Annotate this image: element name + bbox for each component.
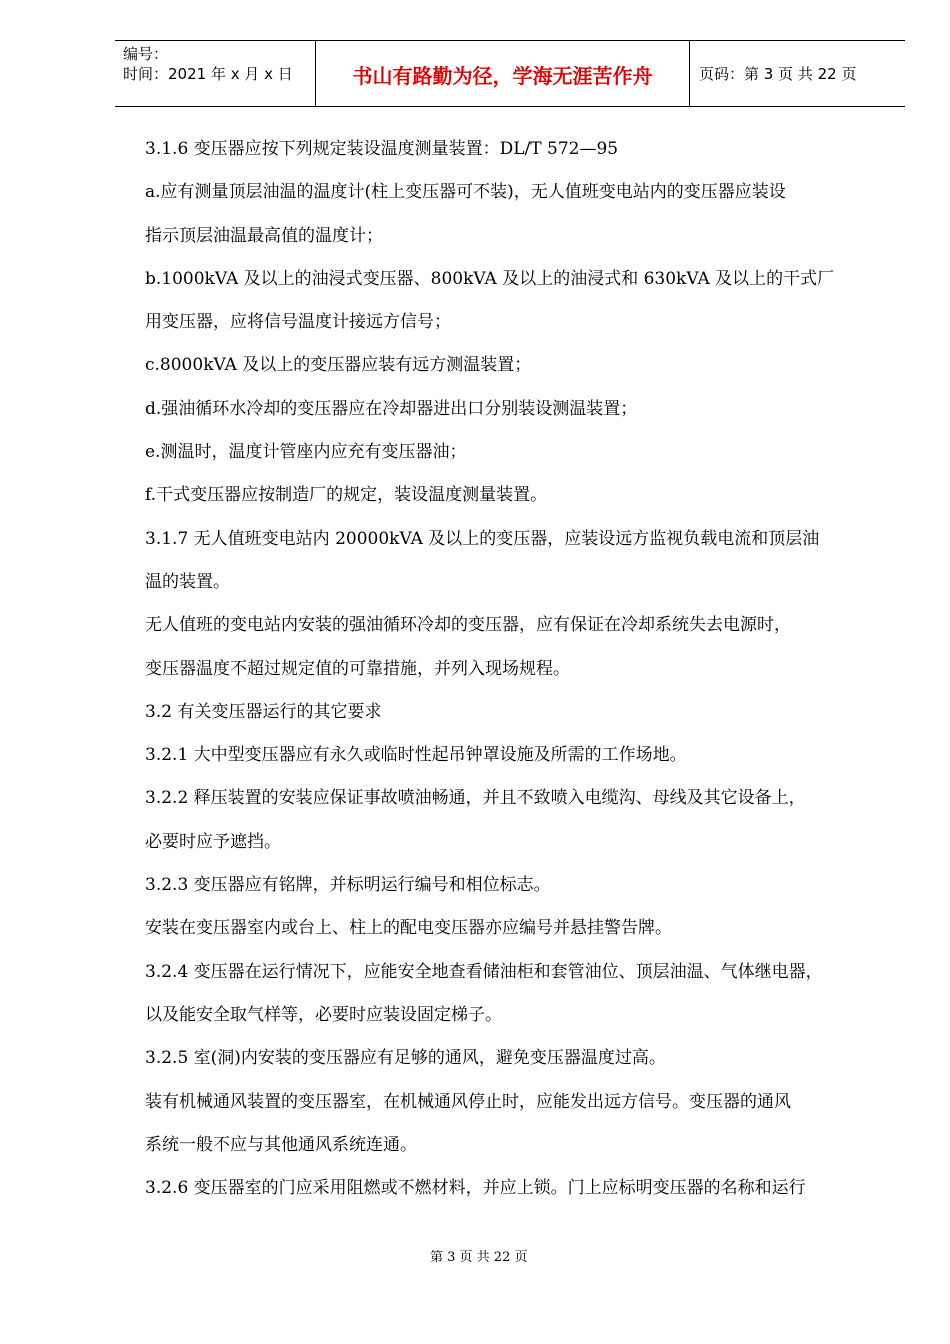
body-line: c.8000kVA 及以上的变压器应装有远方测温装置； (145, 355, 532, 376)
body-line: d.强油循环水冷却的变压器应在冷却器进出口分别装设测温装置； (145, 398, 638, 419)
body-line: 3.2.4 变压器在运行情况下，应能安全地查看储油柜和套管油位、顶层油温、气体继电器， (145, 961, 823, 982)
body-line: 装有机械通风装置的变压器室，在机械通风停止时，应能发出远方信号。变压器的通风 (145, 1091, 791, 1112)
document-number-label: 编号： (123, 45, 169, 63)
body-line: 3.2.3 变压器应有铭牌，并标明运行编号和相位标志。 (145, 875, 551, 896)
body-line: 3.2.2 释压装置的安装应保证事故喷油畅通，并且不致喷入电缆沟、母线及其它设备上， (145, 788, 806, 809)
body-line: e.测温时，温度计管座内应充有变压器油； (145, 442, 467, 463)
header-motto: 书山有路勤为径，学海无涯苦作舟 (316, 41, 690, 106)
body-line: 3.2.6 变压器室的门应采用阻燃或不燃材料，并应上锁。门上应标明变压器的名称和运行 (145, 1178, 806, 1199)
body-line: a.应有测量顶层油温的温度计(柱上变压器可不装)，无人值班变电站内的变压器应装设 (145, 182, 786, 203)
body-line: 3.2 有关变压器运行的其它要求 (145, 701, 382, 722)
body-line: 指示顶层油温最高值的温度计； (145, 225, 383, 246)
body-line: 3.2.1 大中型变压器应有永久或临时性起吊钟罩设施及所需的工作场地。 (145, 745, 687, 766)
body-line: 系统一般不应与其他通风系统连通。 (145, 1134, 417, 1155)
body-line: f.干式变压器应按制造厂的规定，装设温度测量装置。 (145, 485, 548, 506)
body-line: 变压器温度不超过规定值的可靠措施，并列入现场规程。 (145, 658, 570, 679)
body-line: 3.1.6 变压器应按下列规定装设温度测量装置：DL/T 572—95 (145, 139, 619, 159)
header-meta (115, 41, 316, 106)
body-line: 以及能安全取气样等，必要时应装设固定梯子。 (145, 1004, 502, 1025)
page-footer: 第 3 页 共 22 页 (430, 1250, 528, 1265)
body-line: 用变压器，应将信号温度计接远方信号； (145, 312, 451, 333)
document-body (145, 128, 895, 1210)
page-header (115, 40, 905, 107)
body-line: 温的装置。 (145, 571, 230, 592)
body-line: b.1000kVA 及以上的油浸式变压器、800kVA 及以上的油浸式和 630kVA 及以上的干式厂 (145, 268, 835, 289)
body-line: 3.1.7 无人值班变电站内 20000kVA 及以上的变压器，应装设远方监视负载电流和顶层油 (145, 528, 820, 549)
body-line: 安装在变压器室内或台上、柱上的配电变压器亦应编号并悬挂警告牌。 (145, 918, 672, 939)
header-page-info: 页码：第 3 页 共 22 页 (699, 65, 857, 83)
document-time: 时间：2021 年 x 月 x 日 (123, 65, 293, 83)
body-line: 无人值班的变电站内安装的强油循环冷却的变压器，应有保证在冷却系统失去电源时， (145, 615, 791, 636)
body-line: 必要时应予遮挡。 (145, 831, 281, 852)
body-line: 3.2.5 室(洞)内安装的变压器应有足够的通风，避免变压器温度过高。 (145, 1048, 666, 1069)
